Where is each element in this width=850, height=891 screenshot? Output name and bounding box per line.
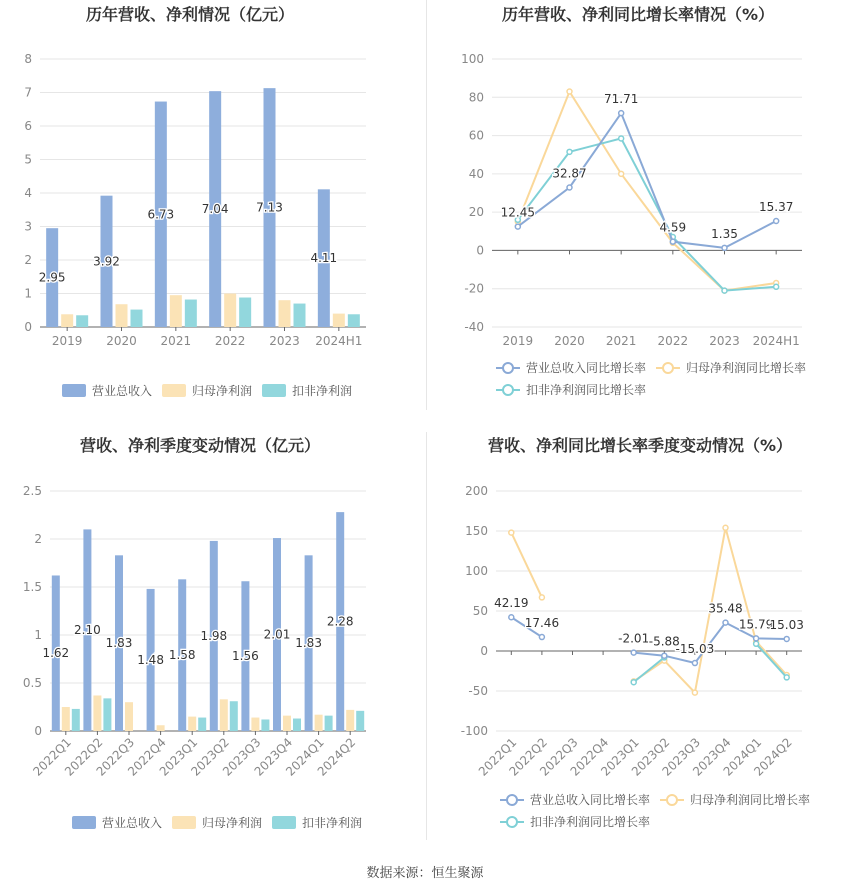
y-tick-label: 200: [465, 484, 488, 498]
point-data-label: 71.71: [603, 92, 639, 107]
bar-data-label: 4.11: [310, 251, 338, 266]
x-tick-label: 2024H1: [752, 334, 800, 348]
legend-label: 营业总收入: [92, 384, 153, 398]
legend-marker: [663, 363, 673, 373]
bar-parent-profit: [93, 695, 101, 731]
bar-parent-profit: [116, 304, 128, 327]
y-tick-label: 100: [461, 52, 484, 66]
bar-deducted-profit: [131, 310, 143, 327]
bar-deducted-profit: [185, 300, 197, 327]
y-tick-label: 0: [34, 724, 42, 738]
legend-label: 扣非净利润同比增长率: [530, 815, 651, 829]
series-point-deducted-profit: [784, 675, 789, 680]
series-point-revenue: [670, 239, 675, 244]
x-tick-label: 2022: [657, 334, 689, 348]
legend-label: 归母净利润: [192, 384, 253, 398]
point-data-label: -5.88: [648, 634, 680, 649]
y-tick-label: 1: [24, 286, 32, 301]
x-tick-label: 2024Q2: [751, 735, 795, 779]
y-tick-label: 50: [472, 604, 488, 618]
series-line-deducted-profit: [756, 644, 787, 678]
legend: [500, 792, 810, 829]
y-tick-label: 2: [34, 532, 42, 546]
series-point-revenue: [774, 219, 779, 224]
bar-parent-profit: [283, 716, 291, 731]
bar-deducted-profit: [230, 701, 238, 731]
series-point-deducted-profit: [754, 641, 759, 646]
series-line-deducted-profit: [634, 657, 665, 682]
legend-swatch: [172, 816, 196, 829]
legend: [496, 360, 806, 397]
bar-deducted-profit: [293, 719, 301, 731]
series-point-revenue: [723, 620, 728, 625]
x-tick-label: 2020: [106, 334, 137, 348]
panel-divider-top: [426, 0, 427, 410]
x-tick-label: 2024Q1: [720, 735, 765, 779]
x-tick-label: 2023Q2: [628, 735, 673, 779]
x-tick-label: 2023Q2: [188, 735, 232, 779]
x-tick-label: 2023Q4: [690, 735, 734, 779]
x-tick-label: 2023Q3: [659, 735, 704, 779]
bar-parent-profit: [188, 717, 196, 731]
bar-deducted-profit: [198, 718, 206, 731]
panel-divider-bottom: [426, 432, 427, 840]
series-point-deducted-profit: [567, 149, 572, 154]
chart-quarterly-amount: [23, 436, 366, 830]
x-tick-label: 2024Q1: [283, 735, 327, 779]
chart-title: 营收、净利季度变动情况（亿元）: [79, 436, 321, 455]
point-data-label: 32.87: [552, 166, 587, 181]
x-tick-label: 2023: [269, 334, 300, 348]
point-data-label: 15.79: [738, 617, 774, 632]
legend-label: 营业总收入同比增长率: [530, 793, 651, 807]
legend-marker: [507, 817, 517, 827]
y-tick-label: 0: [480, 644, 488, 658]
series-line-deducted-profit: [518, 138, 776, 290]
bar-parent-profit: [224, 294, 236, 328]
chart-quarterly-growth: [461, 436, 810, 829]
bar-parent-profit: [279, 300, 291, 327]
x-tick-label: 2023Q1: [598, 735, 642, 779]
bar-data-label: 2.95: [38, 270, 66, 285]
point-data-label: -2.01: [618, 631, 650, 646]
point-data-label: 1.35: [711, 226, 738, 241]
series-point-revenue: [692, 661, 697, 666]
y-tick-label: 60: [468, 128, 484, 143]
series-point-revenue: [539, 635, 544, 640]
point-data-label: 4.59: [659, 220, 687, 235]
bar-parent-profit: [61, 314, 73, 327]
bar-deducted-profit: [356, 711, 364, 731]
x-tick-label: 2021: [605, 334, 637, 348]
legend-marker: [507, 795, 517, 805]
x-tick-label: 2019: [502, 334, 534, 348]
legend: [62, 383, 352, 398]
point-data-label: 35.48: [708, 601, 743, 616]
bar-deducted-profit: [325, 716, 333, 731]
bar-parent-profit: [170, 295, 182, 327]
y-tick-label: 8: [24, 52, 32, 66]
y-tick-label: -40: [464, 320, 484, 334]
series-point-deducted-profit: [631, 680, 636, 685]
x-tick-label: 2023Q1: [156, 735, 201, 779]
series-point-parent-profit: [539, 595, 544, 600]
bar-data-label: 1.83: [105, 636, 133, 651]
legend-swatch: [262, 384, 286, 397]
legend-label: 归母净利润同比增长率: [686, 361, 807, 375]
series-point-parent-profit: [567, 89, 572, 94]
series-point-revenue: [631, 650, 636, 655]
bar-data-label: 7.04: [201, 202, 229, 217]
y-tick-label: 4: [24, 186, 32, 200]
point-data-label: 15.03: [769, 617, 804, 632]
bar-data-label: 1.62: [42, 646, 70, 661]
legend-marker: [667, 795, 677, 805]
bar-deducted-profit: [294, 304, 306, 327]
y-tick-label: 0: [476, 243, 484, 258]
y-tick-label: 5: [24, 152, 32, 167]
x-tick-label: 2024H1: [315, 334, 363, 348]
legend-label: 归母净利润: [202, 816, 263, 830]
y-tick-label: 40: [468, 166, 484, 181]
y-tick-label: 0: [24, 320, 32, 334]
series-point-revenue: [662, 653, 667, 658]
point-data-label: 12.45: [500, 205, 536, 220]
y-tick-label: 100: [465, 564, 488, 578]
legend-swatch: [62, 384, 86, 397]
series-point-revenue: [619, 111, 624, 116]
point-data-label: 17.46: [524, 616, 560, 631]
y-tick-label: 6: [24, 119, 32, 133]
x-tick-label: 2020: [554, 334, 585, 348]
chart-title: 历年营收、净利同比增长率情况（%）: [501, 5, 775, 24]
x-tick-label: 2024Q2: [314, 735, 359, 779]
bar-data-label: 2.10: [74, 623, 101, 638]
bar-parent-profit: [333, 314, 345, 327]
bar-parent-profit: [125, 702, 133, 731]
x-tick-label: 2022: [214, 334, 246, 348]
bar-data-label: 1.56: [232, 649, 259, 664]
y-tick-label: 7: [24, 85, 32, 100]
series-point-deducted-profit: [722, 288, 727, 293]
bar-parent-profit: [346, 710, 354, 731]
y-tick-label: 20: [468, 205, 484, 220]
series-point-deducted-profit: [774, 284, 779, 289]
x-tick-label: 2019: [51, 334, 83, 348]
chart-title: 历年营收、净利情况（亿元）: [85, 5, 295, 24]
series-point-revenue: [509, 615, 514, 620]
bar-data-label: 6.73: [147, 207, 175, 222]
point-data-label: -15.03: [675, 642, 715, 657]
y-tick-label: 1: [34, 628, 42, 642]
bar-parent-profit: [157, 725, 165, 731]
y-tick-label: 2: [24, 253, 32, 267]
bar-parent-profit: [315, 715, 323, 731]
bar-data-label: 1.83: [295, 636, 322, 651]
bar-deducted-profit: [239, 298, 251, 327]
bar-parent-profit: [62, 707, 70, 731]
bar-data-label: 1.58: [168, 648, 196, 663]
series-point-deducted-profit: [619, 136, 624, 141]
series-point-revenue: [722, 245, 727, 250]
bar-data-label: 1.98: [200, 628, 228, 643]
point-data-label: 15.37: [758, 200, 794, 215]
chart-annual-amount: [24, 5, 366, 398]
y-tick-label: -50: [468, 684, 488, 698]
y-tick-label: 3: [24, 219, 32, 234]
series-point-parent-profit: [692, 690, 697, 695]
legend-label: 营业总收入: [102, 816, 163, 830]
x-tick-label: 2022Q1: [475, 735, 520, 779]
bar-data-label: 2.28: [326, 614, 354, 629]
legend-marker: [503, 363, 513, 373]
bar-parent-profit: [220, 699, 228, 731]
series-point-revenue: [784, 636, 789, 641]
bar-deducted-profit: [72, 709, 80, 731]
bar-deducted-profit: [261, 719, 269, 731]
series-point-revenue: [515, 224, 520, 229]
point-data-label: 42.19: [494, 596, 529, 611]
x-tick-label: 2022Q1: [30, 735, 74, 779]
legend: [72, 815, 362, 830]
bar-deducted-profit: [348, 314, 360, 327]
y-tick-label: -100: [460, 724, 488, 738]
bar-data-label: 1.48: [137, 652, 164, 667]
series-line-parent-profit: [518, 92, 776, 291]
bar-data-label: 2.01: [263, 627, 291, 642]
bar-data-label: 7.13: [256, 200, 283, 215]
chart-annual-growth: [461, 5, 806, 397]
legend-swatch: [72, 816, 96, 829]
y-tick-label: 80: [468, 90, 484, 105]
y-tick-label: 1.5: [22, 580, 42, 594]
legend-label: 扣非净利润: [302, 816, 363, 830]
legend-label: 扣非净利润同比增长率: [526, 383, 647, 397]
legend-label: 扣非净利润: [292, 384, 353, 398]
x-tick-label: 2022Q4: [567, 735, 612, 779]
y-tick-label: 150: [465, 524, 488, 538]
x-tick-label: 2022Q2: [506, 735, 551, 779]
bar-deducted-profit: [76, 315, 88, 327]
legend-swatch: [272, 816, 296, 829]
series-point-revenue: [567, 185, 572, 190]
series-line-parent-profit: [511, 533, 542, 598]
chart-title: 营收、净利同比增长率季度变动情况（%）: [487, 436, 793, 455]
legend-marker: [503, 385, 513, 395]
series-point-parent-profit: [509, 530, 514, 535]
x-tick-label: 2023Q4: [251, 735, 296, 779]
bar-data-label: 3.92: [93, 254, 120, 269]
x-tick-label: 2022Q3: [537, 735, 581, 779]
y-tick-label: -20: [464, 281, 484, 296]
y-tick-label: 2.5: [22, 484, 42, 498]
series-point-revenue: [754, 636, 759, 641]
x-tick-label: 2022Q4: [125, 735, 169, 779]
source-note: 数据来源：恒生聚源: [366, 866, 484, 881]
series-point-parent-profit: [619, 171, 624, 176]
x-tick-label: 2021: [160, 334, 192, 348]
x-tick-label: 2023Q3: [219, 735, 264, 779]
x-tick-label: 2023: [709, 334, 740, 348]
bar-parent-profit: [251, 718, 259, 731]
y-tick-label: 0.5: [22, 676, 42, 690]
series-point-parent-profit: [723, 525, 728, 530]
legend-swatch: [162, 384, 186, 397]
legend-label: 营业总收入同比增长率: [526, 361, 647, 375]
bar-deducted-profit: [103, 698, 111, 731]
x-tick-label: 2022Q2: [61, 735, 106, 779]
x-tick-label: 2022Q3: [93, 735, 138, 779]
legend-label: 归母净利润同比增长率: [690, 793, 811, 807]
